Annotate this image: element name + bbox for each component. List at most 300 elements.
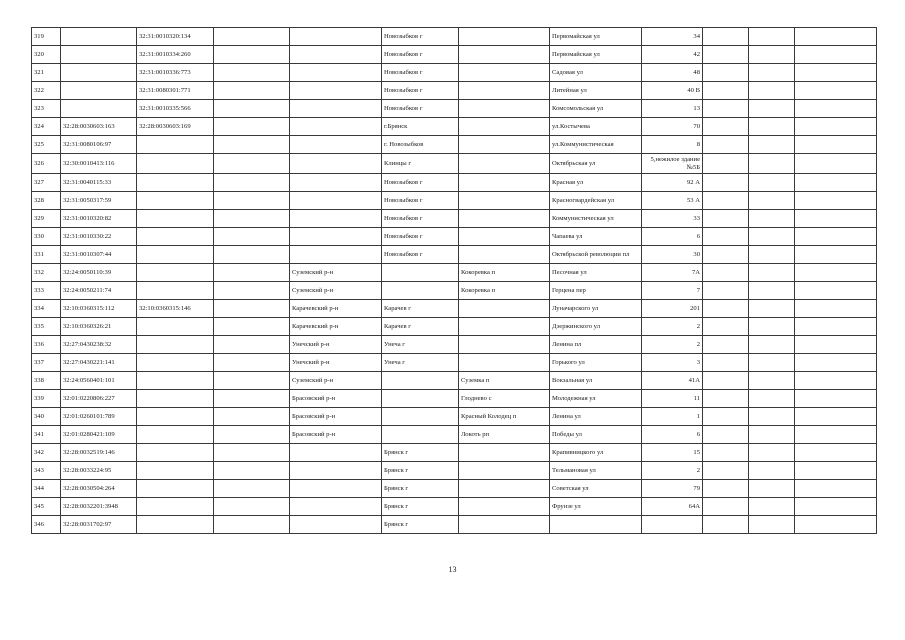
settlement-name-cell: [459, 300, 550, 318]
row-number-cell: 321: [32, 64, 61, 82]
extra-1-cell: [703, 64, 749, 82]
extra-3-cell: [795, 64, 877, 82]
row-number-cell: 345: [32, 498, 61, 516]
region-name-cell: [214, 444, 290, 462]
row-number-cell: 346: [32, 516, 61, 534]
cadastral-number-building-cell: 32:24:0050110:39: [61, 264, 137, 282]
extra-1-cell: [703, 318, 749, 336]
settlement-name-cell: Кокоревка п: [459, 282, 550, 300]
settlement-name-cell: [459, 336, 550, 354]
extra-1-cell: [703, 372, 749, 390]
cadastral-number-building-cell: [61, 46, 137, 64]
district-name-cell: [290, 100, 382, 118]
cadastral-number-premise-cell: [137, 480, 214, 498]
cadastral-number-building-cell: 32:31:0080106:97: [61, 136, 137, 154]
settlement-name-cell: [459, 228, 550, 246]
table-row: [32, 516, 877, 534]
extra-1-cell: [703, 336, 749, 354]
cadastral-number-building-cell: 32:31:0050317:59: [61, 192, 137, 210]
house-number-cell: 33: [642, 210, 703, 228]
district-name-cell: [290, 118, 382, 136]
street-name-cell: Луначарского ул: [550, 300, 642, 318]
house-number-cell: 7: [642, 282, 703, 300]
extra-1-cell: [703, 246, 749, 264]
cadastral-number-building-cell: [61, 82, 137, 100]
district-name-cell: Брасовский р-н: [290, 426, 382, 444]
extra-3-cell: [795, 300, 877, 318]
street-name-cell: Тельмановая ул: [550, 462, 642, 480]
street-name-cell: Победы ул: [550, 426, 642, 444]
region-name-cell: [214, 390, 290, 408]
city-name-cell: Новозыбков г: [382, 64, 459, 82]
extra-3-cell: [795, 28, 877, 46]
extra-2-cell: [749, 210, 795, 228]
settlement-name-cell: [459, 28, 550, 46]
extra-1-cell: [703, 210, 749, 228]
table-row: [32, 154, 877, 174]
cadastral-number-premise-cell: 32:31:0080301:771: [137, 82, 214, 100]
extra-1-cell: [703, 282, 749, 300]
row-number-cell: 327: [32, 174, 61, 192]
district-name-cell: [290, 210, 382, 228]
extra-3-cell: [795, 46, 877, 64]
district-name-cell: [290, 174, 382, 192]
extra-1-cell: [703, 154, 749, 174]
extra-2-cell: [749, 282, 795, 300]
extra-2-cell: [749, 228, 795, 246]
extra-3-cell: [795, 282, 877, 300]
page-number: 13: [448, 565, 457, 574]
region-name-cell: [214, 462, 290, 480]
cadastral-number-building-cell: 32:31:0040115:33: [61, 174, 137, 192]
table-row: [32, 444, 877, 462]
cadastral-number-building-cell: 32:28:0033224:95: [61, 462, 137, 480]
house-number-cell: 34: [642, 28, 703, 46]
cadastral-number-building-cell: 32:01:0260101:789: [61, 408, 137, 426]
house-number-cell: 15: [642, 444, 703, 462]
row-number-cell: 336: [32, 336, 61, 354]
extra-3-cell: [795, 264, 877, 282]
extra-2-cell: [749, 516, 795, 534]
house-number-cell: 11: [642, 390, 703, 408]
street-name-cell: Октябрьская ул: [550, 154, 642, 174]
extra-3-cell: [795, 154, 877, 174]
cadastral-number-building-cell: 32:28:0030504:264: [61, 480, 137, 498]
extra-1-cell: [703, 480, 749, 498]
house-number-cell: 2: [642, 462, 703, 480]
street-name-cell: Молодежная ул: [550, 390, 642, 408]
extra-3-cell: [795, 372, 877, 390]
extra-3-cell: [795, 174, 877, 192]
extra-1-cell: [703, 28, 749, 46]
extra-2-cell: [749, 480, 795, 498]
table-row: [32, 82, 877, 100]
cadastral-number-building-cell: 32:24:0050211:74: [61, 282, 137, 300]
settlement-name-cell: [459, 64, 550, 82]
region-name-cell: [214, 100, 290, 118]
extra-3-cell: [795, 100, 877, 118]
street-name-cell: Литейная ул: [550, 82, 642, 100]
settlement-name-cell: [459, 246, 550, 264]
district-name-cell: Карачевский р-н: [290, 318, 382, 336]
table-row: [32, 100, 877, 118]
extra-2-cell: [749, 100, 795, 118]
extra-1-cell: [703, 118, 749, 136]
district-name-cell: [290, 64, 382, 82]
cadastral-number-premise-cell: 32:31:0010334:260: [137, 46, 214, 64]
extra-2-cell: [749, 426, 795, 444]
house-number-cell: 5,нежилое здание №5Б: [642, 154, 703, 174]
street-name-cell: Первомайская ул: [550, 28, 642, 46]
settlement-name-cell: [459, 174, 550, 192]
region-name-cell: [214, 118, 290, 136]
settlement-name-cell: [459, 118, 550, 136]
extra-2-cell: [749, 82, 795, 100]
street-name-cell: Ленина ул: [550, 408, 642, 426]
extra-2-cell: [749, 64, 795, 82]
table-row: [32, 174, 877, 192]
street-name-cell: Садовая ул: [550, 64, 642, 82]
street-name-cell: ул.Костычева: [550, 118, 642, 136]
city-name-cell: г. Новозыбков: [382, 136, 459, 154]
cadastral-number-premise-cell: [137, 516, 214, 534]
cadastral-number-building-cell: 32:28:0031702:97: [61, 516, 137, 534]
cadastral-number-premise-cell: [137, 426, 214, 444]
table-row: [32, 498, 877, 516]
settlement-name-cell: [459, 318, 550, 336]
extra-1-cell: [703, 192, 749, 210]
city-name-cell: Брянск г: [382, 516, 459, 534]
settlement-name-cell: Красный Колодец п: [459, 408, 550, 426]
district-name-cell: [290, 82, 382, 100]
row-number-cell: 334: [32, 300, 61, 318]
settlement-name-cell: [459, 462, 550, 480]
city-name-cell: Новозыбков г: [382, 28, 459, 46]
region-name-cell: [214, 426, 290, 444]
city-name-cell: Брянск г: [382, 498, 459, 516]
row-number-cell: 320: [32, 46, 61, 64]
table-row: [32, 354, 877, 372]
table-row: [32, 300, 877, 318]
house-number-cell: 8: [642, 136, 703, 154]
cadastral-number-premise-cell: [137, 282, 214, 300]
cadastral-number-premise-cell: [137, 498, 214, 516]
city-name-cell: Новозыбков г: [382, 192, 459, 210]
extra-2-cell: [749, 354, 795, 372]
row-number-cell: 319: [32, 28, 61, 46]
city-name-cell: [382, 390, 459, 408]
extra-1-cell: [703, 100, 749, 118]
region-name-cell: [214, 46, 290, 64]
table-row: [32, 318, 877, 336]
street-name-cell: Горького ул: [550, 354, 642, 372]
extra-3-cell: [795, 444, 877, 462]
cadastral-number-premise-cell: [137, 354, 214, 372]
street-name-cell: Октябрьской революции пл: [550, 246, 642, 264]
settlement-name-cell: [459, 516, 550, 534]
street-name-cell: Коммунистическая ул: [550, 210, 642, 228]
cadastral-number-building-cell: 32:24:0560401:101: [61, 372, 137, 390]
street-name-cell: Красная ул: [550, 174, 642, 192]
house-number-cell: 1: [642, 408, 703, 426]
cadastral-number-building-cell: 32:01:0280421:109: [61, 426, 137, 444]
cadastral-number-premise-cell: [137, 336, 214, 354]
settlement-name-cell: Кокоревка п: [459, 264, 550, 282]
settlement-name-cell: [459, 82, 550, 100]
extra-1-cell: [703, 426, 749, 444]
district-name-cell: Унечский р-н: [290, 354, 382, 372]
cadastral-number-premise-cell: [137, 372, 214, 390]
cadastral-number-building-cell: 32:28:0032201:3948: [61, 498, 137, 516]
city-name-cell: Новозыбков г: [382, 82, 459, 100]
region-name-cell: [214, 192, 290, 210]
row-number-cell: 338: [32, 372, 61, 390]
house-number-cell: 64А: [642, 498, 703, 516]
table-row: [32, 282, 877, 300]
house-number-cell: 48: [642, 64, 703, 82]
extra-1-cell: [703, 444, 749, 462]
house-number-cell: 79: [642, 480, 703, 498]
table-row: [32, 64, 877, 82]
row-number-cell: 328: [32, 192, 61, 210]
settlement-name-cell: [459, 480, 550, 498]
cadastral-number-premise-cell: [137, 444, 214, 462]
district-name-cell: [290, 228, 382, 246]
district-name-cell: [290, 480, 382, 498]
extra-3-cell: [795, 408, 877, 426]
row-number-cell: 324: [32, 118, 61, 136]
cadastral-number-building-cell: 32:30:0010413:116: [61, 154, 137, 174]
table-row: [32, 336, 877, 354]
street-name-cell: Советская ул: [550, 480, 642, 498]
table-row: [32, 264, 877, 282]
cadastral-number-building-cell: 32:31:0010320:82: [61, 210, 137, 228]
district-name-cell: Брасовский р-н: [290, 390, 382, 408]
house-number-cell: 30: [642, 246, 703, 264]
street-name-cell: Комсомольская ул: [550, 100, 642, 118]
house-number-cell: 41А: [642, 372, 703, 390]
city-name-cell: Новозыбков г: [382, 174, 459, 192]
city-name-cell: [382, 426, 459, 444]
city-name-cell: [382, 408, 459, 426]
cadastral-number-building-cell: 32:27:0430238:32: [61, 336, 137, 354]
district-name-cell: [290, 444, 382, 462]
district-name-cell: Суземский р-н: [290, 282, 382, 300]
cadastral-number-premise-cell: [137, 154, 214, 174]
street-name-cell: Первомайская ул: [550, 46, 642, 64]
street-name-cell: Герцена пер: [550, 282, 642, 300]
extra-1-cell: [703, 82, 749, 100]
district-name-cell: Суземский р-н: [290, 264, 382, 282]
street-name-cell: Чапаева ул: [550, 228, 642, 246]
street-name-cell: Ленина пл: [550, 336, 642, 354]
cadastral-number-premise-cell: 32:28:0030603:169: [137, 118, 214, 136]
extra-3-cell: [795, 82, 877, 100]
cadastral-number-premise-cell: [137, 408, 214, 426]
city-name-cell: Новозыбков г: [382, 46, 459, 64]
region-name-cell: [214, 516, 290, 534]
region-name-cell: [214, 28, 290, 46]
extra-1-cell: [703, 264, 749, 282]
extra-3-cell: [795, 192, 877, 210]
region-name-cell: [214, 480, 290, 498]
cadastral-number-building-cell: 32:31:0010330:22: [61, 228, 137, 246]
cadastral-number-premise-cell: [137, 318, 214, 336]
extra-2-cell: [749, 336, 795, 354]
region-name-cell: [214, 318, 290, 336]
extra-1-cell: [703, 354, 749, 372]
region-name-cell: [214, 174, 290, 192]
settlement-name-cell: [459, 46, 550, 64]
row-number-cell: 342: [32, 444, 61, 462]
region-name-cell: [214, 228, 290, 246]
district-name-cell: [290, 46, 382, 64]
extra-2-cell: [749, 46, 795, 64]
city-name-cell: Брянск г: [382, 480, 459, 498]
extra-2-cell: [749, 264, 795, 282]
cadastral-number-premise-cell: 32:31:0010320:134: [137, 28, 214, 46]
region-name-cell: [214, 336, 290, 354]
extra-3-cell: [795, 462, 877, 480]
city-name-cell: г.Брянск: [382, 118, 459, 136]
region-name-cell: [214, 282, 290, 300]
extra-2-cell: [749, 174, 795, 192]
table-row: [32, 28, 877, 46]
cadastral-number-building-cell: 32:31:0010307:44: [61, 246, 137, 264]
extra-3-cell: [795, 426, 877, 444]
city-name-cell: Брянск г: [382, 462, 459, 480]
house-number-cell: 92 А: [642, 174, 703, 192]
cadastral-number-premise-cell: [137, 210, 214, 228]
cadastral-number-building-cell: 32:10:0360326:21: [61, 318, 137, 336]
row-number-cell: 337: [32, 354, 61, 372]
house-number-cell: 40 В: [642, 82, 703, 100]
cadastral-number-building-cell: 32:28:0032519:146: [61, 444, 137, 462]
row-number-cell: 344: [32, 480, 61, 498]
city-name-cell: Новозыбков г: [382, 246, 459, 264]
extra-2-cell: [749, 318, 795, 336]
region-name-cell: [214, 64, 290, 82]
region-name-cell: [214, 136, 290, 154]
extra-2-cell: [749, 192, 795, 210]
region-name-cell: [214, 408, 290, 426]
city-name-cell: Карачев г: [382, 318, 459, 336]
house-number-cell: 13: [642, 100, 703, 118]
street-name-cell: [550, 516, 642, 534]
extra-3-cell: [795, 210, 877, 228]
property-table: [31, 27, 877, 534]
extra-1-cell: [703, 390, 749, 408]
cadastral-number-building-cell: [61, 28, 137, 46]
cadastral-number-building-cell: 32:10:0360315:112: [61, 300, 137, 318]
table-row: [32, 136, 877, 154]
extra-2-cell: [749, 300, 795, 318]
extra-2-cell: [749, 444, 795, 462]
settlement-name-cell: [459, 498, 550, 516]
row-number-cell: 329: [32, 210, 61, 228]
row-number-cell: 322: [32, 82, 61, 100]
row-number-cell: 325: [32, 136, 61, 154]
extra-2-cell: [749, 390, 795, 408]
extra-1-cell: [703, 408, 749, 426]
street-name-cell: Песочная ул: [550, 264, 642, 282]
city-name-cell: Унеча г: [382, 354, 459, 372]
table-row: [32, 46, 877, 64]
city-name-cell: [382, 264, 459, 282]
house-number-cell: 42: [642, 46, 703, 64]
region-name-cell: [214, 210, 290, 228]
city-name-cell: Унеча г: [382, 336, 459, 354]
city-name-cell: Новозыбков г: [382, 100, 459, 118]
extra-3-cell: [795, 390, 877, 408]
settlement-name-cell: [459, 100, 550, 118]
district-name-cell: [290, 462, 382, 480]
extra-1-cell: [703, 300, 749, 318]
cadastral-number-premise-cell: [137, 390, 214, 408]
extra-3-cell: [795, 516, 877, 534]
table-row: [32, 372, 877, 390]
table-row: [32, 408, 877, 426]
house-number-cell: 201: [642, 300, 703, 318]
settlement-name-cell: [459, 444, 550, 462]
city-name-cell: Клинцы г: [382, 154, 459, 174]
region-name-cell: [214, 498, 290, 516]
cadastral-number-premise-cell: 32:31:0010336:773: [137, 64, 214, 82]
row-number-cell: 332: [32, 264, 61, 282]
house-number-cell: 7А: [642, 264, 703, 282]
street-name-cell: Дзержинского ул: [550, 318, 642, 336]
region-name-cell: [214, 82, 290, 100]
street-name-cell: Вокзальная ул: [550, 372, 642, 390]
extra-3-cell: [795, 246, 877, 264]
extra-2-cell: [749, 372, 795, 390]
settlement-name-cell: Локоть рп: [459, 426, 550, 444]
extra-3-cell: [795, 498, 877, 516]
table-row: [32, 390, 877, 408]
city-name-cell: [382, 282, 459, 300]
extra-2-cell: [749, 462, 795, 480]
table-row: [32, 246, 877, 264]
district-name-cell: [290, 246, 382, 264]
cadastral-number-premise-cell: [137, 192, 214, 210]
extra-1-cell: [703, 228, 749, 246]
district-name-cell: [290, 154, 382, 174]
extra-2-cell: [749, 408, 795, 426]
region-name-cell: [214, 372, 290, 390]
extra-3-cell: [795, 136, 877, 154]
extra-2-cell: [749, 246, 795, 264]
extra-1-cell: [703, 462, 749, 480]
house-number-cell: 70: [642, 118, 703, 136]
settlement-name-cell: [459, 154, 550, 174]
cadastral-number-building-cell: [61, 100, 137, 118]
table-row: [32, 228, 877, 246]
row-number-cell: 340: [32, 408, 61, 426]
extra-2-cell: [749, 118, 795, 136]
row-number-cell: 333: [32, 282, 61, 300]
house-number-cell: 2: [642, 336, 703, 354]
district-name-cell: Брасовский р-н: [290, 408, 382, 426]
extra-3-cell: [795, 228, 877, 246]
settlement-name-cell: [459, 136, 550, 154]
city-name-cell: Новозыбков г: [382, 228, 459, 246]
extra-3-cell: [795, 318, 877, 336]
cadastral-number-premise-cell: [137, 136, 214, 154]
settlement-name-cell: Суземка п: [459, 372, 550, 390]
district-name-cell: Карачевский р-н: [290, 300, 382, 318]
cadastral-number-building-cell: 32:01:0220806:227: [61, 390, 137, 408]
table-row: [32, 192, 877, 210]
